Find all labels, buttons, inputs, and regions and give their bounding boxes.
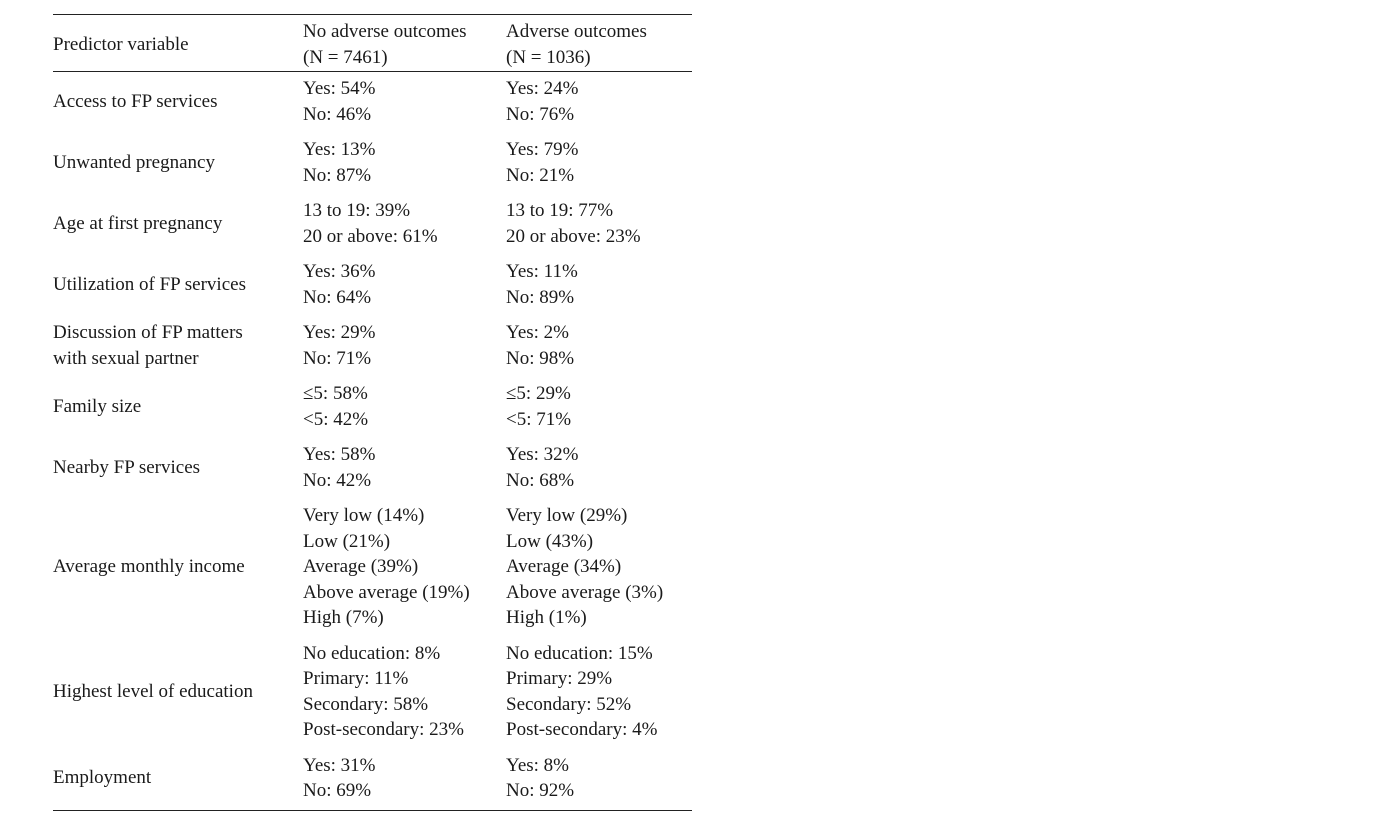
no-adverse-cell-line: ≤5: 58% (303, 383, 368, 404)
no-adverse-cell-line: No: 46% (303, 103, 372, 125)
predictor-cell (53, 377, 303, 438)
adverse-cell (506, 749, 692, 811)
no-adverse-cell-line: Average (39%) (303, 556, 419, 577)
table-header (53, 15, 692, 72)
no-adverse-cell-line: Above average (19%) (303, 581, 470, 603)
header-no-adverse-count: (N = 7461) (303, 46, 388, 68)
adverse-cell-line: <5: 71% (506, 408, 572, 430)
adverse-cell-line: Yes: 2% (506, 322, 570, 343)
header-no-adverse-title: No adverse outcomes (303, 21, 467, 42)
adverse-cell (506, 438, 692, 499)
header-no-adverse (303, 15, 506, 72)
no-adverse-cell-line: No: 64% (303, 286, 372, 308)
no-adverse-cell (303, 499, 506, 637)
adverse-cell-line: ≤5: 29% (506, 383, 571, 404)
adverse-cell-line: Yes: 11% (506, 261, 578, 282)
no-adverse-cell (303, 255, 506, 316)
adverse-cell-line: Low (43%) (506, 530, 594, 552)
predictor-cell-line: Average monthly income (53, 556, 245, 577)
table-row (53, 194, 692, 255)
no-adverse-cell-line: No: 42% (303, 469, 372, 491)
no-adverse-cell-line: 20 or above: 61% (303, 225, 438, 247)
table-row (53, 377, 692, 438)
no-adverse-cell-line: Yes: 58% (303, 444, 376, 465)
adverse-cell (506, 499, 692, 637)
table-row (53, 133, 692, 194)
predictor-cell (53, 438, 303, 499)
no-adverse-cell (303, 72, 506, 134)
adverse-cell (506, 133, 692, 194)
no-adverse-cell (303, 194, 506, 255)
adverse-cell-line: No: 98% (506, 347, 575, 369)
predictor-cell (53, 499, 303, 637)
no-adverse-cell-line: Very low (14%) (303, 505, 425, 526)
adverse-cell-line: No: 92% (506, 780, 575, 801)
no-adverse-cell-line: Yes: 13% (303, 139, 376, 160)
no-adverse-cell (303, 438, 506, 499)
table-body (53, 72, 692, 811)
adverse-cell (506, 72, 692, 134)
no-adverse-cell (303, 316, 506, 377)
adverse-cell-line: No: 21% (506, 164, 575, 186)
predictor-cell (53, 255, 303, 316)
no-adverse-cell-line: High (7%) (303, 607, 384, 628)
adverse-cell (506, 377, 692, 438)
adverse-cell-line: Yes: 79% (506, 139, 579, 160)
adverse-cell-line: 13 to 19: 77% (506, 200, 614, 221)
predictor-outcomes-table (53, 14, 692, 811)
no-adverse-cell-line: Yes: 54% (303, 78, 376, 99)
adverse-cell-line: No: 89% (506, 286, 575, 308)
predictor-cell (53, 133, 303, 194)
adverse-cell-line: 20 or above: 23% (506, 225, 641, 247)
no-adverse-cell (303, 637, 506, 749)
adverse-cell-line: No: 68% (506, 469, 575, 491)
no-adverse-cell-line: No: 87% (303, 164, 372, 186)
no-adverse-cell-line: Primary: 11% (303, 668, 409, 689)
adverse-cell-line: Yes: 8% (506, 754, 570, 776)
table-row (53, 499, 692, 637)
predictor-cell (53, 749, 303, 811)
predictor-cell (53, 194, 303, 255)
predictor-cell-line: Discussion of FP matters (53, 322, 243, 343)
no-adverse-cell-line: No: 71% (303, 347, 372, 369)
header-row (53, 15, 692, 72)
table-row (53, 438, 692, 499)
table-row (53, 637, 692, 749)
no-adverse-cell-line: No education: 8% (303, 642, 441, 664)
predictor-cell-line: Unwanted pregnancy (53, 151, 215, 173)
adverse-cell-line: Average (34%) (506, 556, 622, 577)
header-adverse (506, 15, 692, 72)
adverse-cell-line: Above average (3%) (506, 581, 664, 603)
adverse-cell-line: No: 76% (506, 103, 575, 125)
adverse-cell (506, 637, 692, 749)
table-row (53, 749, 692, 811)
predictor-cell (53, 72, 303, 134)
predictor-cell-line: with sexual partner (53, 347, 199, 369)
no-adverse-cell (303, 133, 506, 194)
header-predictor (53, 15, 303, 72)
adverse-cell-line: Primary: 29% (506, 668, 613, 689)
adverse-cell (506, 316, 692, 377)
predictor-cell-line: Family size (53, 395, 142, 417)
predictor-cell-line: Highest level of education (53, 680, 253, 702)
predictor-cell-line: Access to FP services (53, 90, 218, 112)
no-adverse-cell-line: Secondary: 58% (303, 693, 429, 715)
adverse-cell-line: Yes: 24% (506, 78, 579, 99)
header-adverse-title: Adverse outcomes (506, 21, 647, 42)
predictor-cell-line: Nearby FP services (53, 456, 201, 478)
no-adverse-cell-line: Low (21%) (303, 530, 391, 552)
adverse-cell (506, 194, 692, 255)
table-row (53, 316, 692, 377)
no-adverse-cell-line: No: 69% (303, 780, 372, 801)
header-adverse-count: (N = 1036) (506, 46, 591, 68)
no-adverse-cell-line: Post-secondary: 23% (303, 719, 464, 740)
no-adverse-cell-line: 13 to 19: 39% (303, 200, 411, 221)
no-adverse-cell (303, 749, 506, 811)
predictor-cell-line: Age at first pregnancy (53, 212, 223, 234)
no-adverse-cell-line: <5: 42% (303, 408, 369, 430)
adverse-cell-line: Secondary: 52% (506, 693, 632, 715)
table-row (53, 255, 692, 316)
adverse-cell-line: Very low (29%) (506, 505, 628, 526)
adverse-cell-line: Yes: 32% (506, 444, 579, 465)
predictor-cell-line: Utilization of FP services (53, 273, 246, 295)
no-adverse-cell (303, 377, 506, 438)
table-row (53, 72, 692, 134)
predictor-cell-line: Employment (53, 767, 152, 789)
adverse-cell-line: Post-secondary: 4% (506, 719, 658, 740)
no-adverse-cell-line: Yes: 36% (303, 261, 376, 282)
adverse-cell-line: No education: 15% (506, 642, 653, 664)
adverse-cell-line: High (1%) (506, 607, 587, 628)
predictor-cell (53, 637, 303, 749)
adverse-cell (506, 255, 692, 316)
header-predictor-label: Predictor variable (53, 33, 189, 55)
predictor-cell (53, 316, 303, 377)
no-adverse-cell-line: Yes: 31% (303, 754, 376, 776)
no-adverse-cell-line: Yes: 29% (303, 322, 376, 343)
